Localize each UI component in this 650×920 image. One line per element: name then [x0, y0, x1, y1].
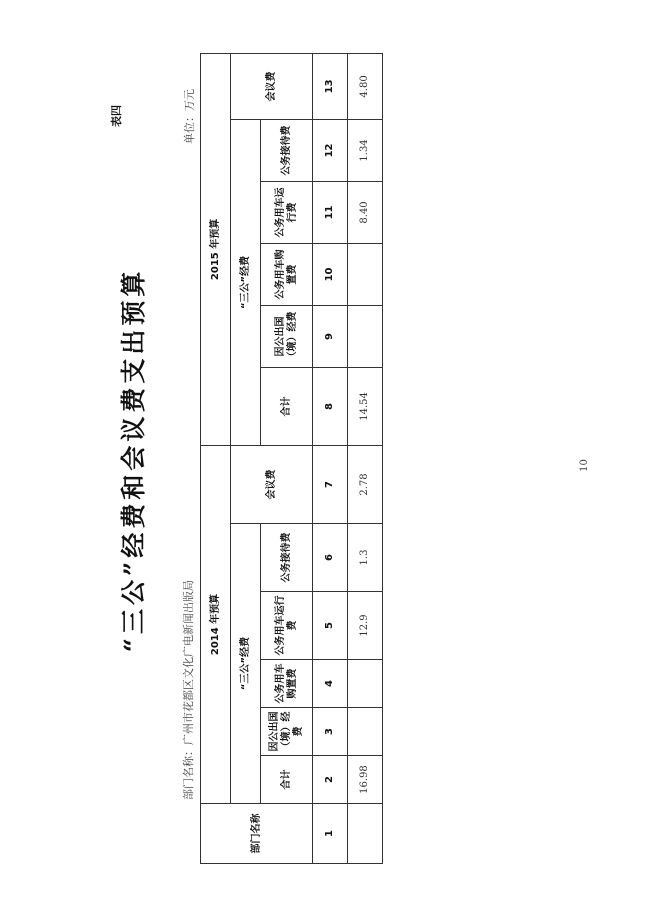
col-number: 5: [313, 592, 348, 660]
header-row-2: [231, 53, 261, 863]
table-cell: [348, 305, 383, 367]
table-number: 表四: [110, 105, 123, 127]
table-cell: 4.80: [348, 53, 383, 119]
vehicle-operation-2014-header: 公务用车运行费: [261, 592, 313, 660]
col-number: 11: [313, 181, 348, 243]
col-number: 1: [313, 804, 348, 864]
table-cell: 1.3: [348, 524, 383, 592]
budget-2015-header: 2015 年预算: [201, 53, 231, 445]
sangong-2015-header: “三公”经费: [231, 119, 261, 445]
col-number: 6: [313, 524, 348, 592]
budget-2014-header: 2014 年预算: [201, 445, 231, 803]
col-number: 7: [313, 445, 348, 523]
vehicle-purchase-2015-header: 公务用车购置费: [261, 243, 313, 305]
column-number-row: [313, 53, 348, 863]
unit-label: 单位：万元: [183, 89, 196, 144]
total-2015-header: 合计: [261, 367, 313, 445]
table-cell: 12.9: [348, 592, 383, 660]
total-2014-header: 合计: [261, 756, 313, 804]
document-title: “三公”经费和会议费支出预算: [119, 267, 148, 653]
meeting-2014-header: 会议费: [231, 445, 313, 523]
col-number: 2: [313, 756, 348, 804]
overseas-2015-header: 因公出国（境）经费: [261, 305, 313, 367]
table-cell: 14.54: [348, 367, 383, 445]
vehicle-operation-2015-header: 公务用车运行费: [261, 181, 313, 243]
reception-2015-header: 公务接待费: [261, 119, 313, 181]
table-cell: 8.40: [348, 181, 383, 243]
col-number: 13: [313, 53, 348, 119]
table-cell: 2.78: [348, 445, 383, 523]
reception-2014-header: 公务接待费: [261, 524, 313, 592]
col-number: 10: [313, 243, 348, 305]
table-cell: [348, 804, 383, 864]
col-number: 9: [313, 305, 348, 367]
meeting-2015-header: 会议费: [231, 53, 313, 119]
page-number: 10: [578, 459, 590, 472]
budget-table: [200, 53, 383, 864]
table-cell: [348, 708, 383, 756]
sangong-2014-header: “三公”经费: [231, 524, 261, 804]
header-row-1: [201, 53, 231, 863]
col-number: 4: [313, 660, 348, 708]
department-name: 部门名称：广州市花都区文化广电新闻出版局: [182, 580, 195, 800]
vehicle-purchase-2014-header: 公务用车购置费: [261, 660, 313, 708]
col-number: 3: [313, 708, 348, 756]
overseas-2014-header: 因公出国（境）经费: [261, 708, 313, 756]
table-cell: 16.98: [348, 756, 383, 804]
table-cell: [348, 243, 383, 305]
table-cell: [348, 660, 383, 708]
col-number: 12: [313, 119, 348, 181]
table-row: [348, 53, 383, 863]
table-cell: 1.34: [348, 119, 383, 181]
dept-header: 部门名称: [201, 804, 313, 864]
col-number: 8: [313, 367, 348, 445]
